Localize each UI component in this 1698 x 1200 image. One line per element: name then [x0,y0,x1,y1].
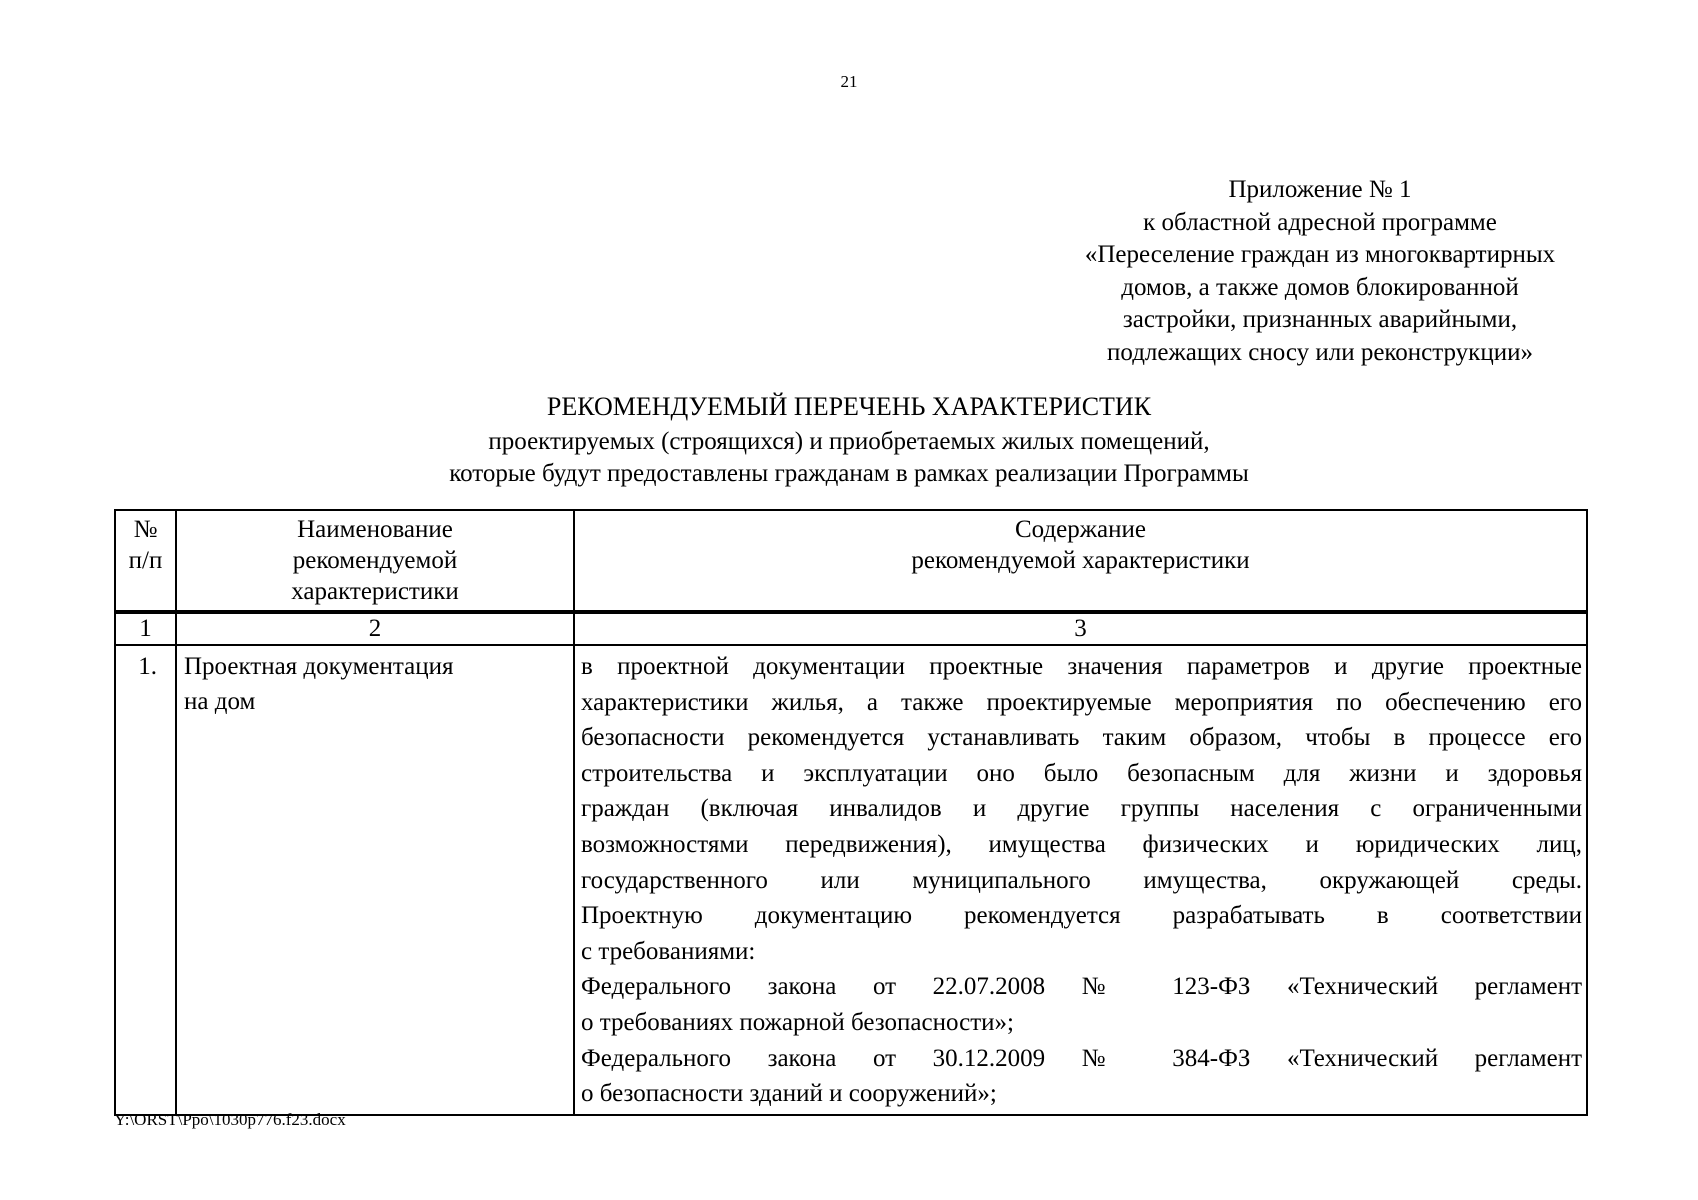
column-number: 1 [115,612,176,645]
row-name-line: Проектная документация [184,653,454,680]
appendix-heading [1020,174,1620,369]
characteristics-table [114,509,1588,1116]
header-name [176,510,574,612]
appendix-line: Приложение № 1 [1228,176,1412,203]
file-path-footer: Y:\ORST\Ppo\1030p776.f23.docx [114,1110,346,1129]
row-name-line: на дом [184,688,256,715]
row-content [574,645,1587,1115]
content-line: Федерального закона от 22.07.2008 № 123-ФЗ «Технический регламент [581,973,1582,1001]
header-line: рекомендуемой [292,547,458,574]
header-line: № [133,516,158,543]
appendix-line: застройки, признанных аварийными, [1122,306,1518,333]
content-line: государственного или муниципального имущества, окружающей среды. [581,866,1582,894]
header-line: рекомендуемой характеристики [911,547,1250,574]
page-number: 21 [840,72,858,91]
header-line: Содержание [1015,516,1146,543]
table-row [115,645,1587,1115]
column-number: 2 [176,612,574,645]
appendix-line: к областной адресной программе [1143,208,1497,236]
document-title: РЕКОМЕНДУЕМЫЙ ПЕРЕЧЕНЬ ХАРАКТЕРИСТИК [546,392,1152,421]
header-line: Наименование [297,516,453,543]
column-number: 3 [574,612,1587,645]
appendix-line: «Переселение граждан из многоквартирных [1084,241,1556,268]
content-line: граждан (включая инвалидов и другие группы населения с ограниченными [581,795,1582,823]
content-line: характеристики жилья, а также проектируемые мероприятия по обеспечению его [581,688,1582,716]
header-content [574,510,1587,612]
content-line: в проектной документации проектные значения параметров и другие проектные [581,653,1582,680]
document-subtitle [0,426,1698,490]
content-line: о требованиях пожарной безопасности»; [581,1008,1014,1036]
content-line: безопасности рекомендуется устанавливать таким образом, чтобы в процессе его [581,724,1582,752]
subtitle-line: которые будут предоставлены гражданам в рамках реализации Программы [449,460,1249,487]
content-line: возможностями передвижения), имущества физических и юридических лиц, [581,830,1582,858]
content-line: с требованиями: [581,937,756,965]
appendix-line: подлежащих сносу или реконструкции» [1107,338,1533,366]
content-line: Проектную документацию рекомендуется разрабатывать в соответствии [581,902,1582,930]
header-line: характеристики [291,578,459,605]
subtitle-line: проектируемых (строящихся) и приобретаемых жилых помещений, [488,428,1210,455]
row-name [176,645,574,1115]
content-line: Федерального закона от 30.12.2009 № 384-ФЗ «Технический регламент [581,1044,1582,1072]
content-line: о безопасности зданий и сооружений»; [581,1080,997,1108]
column-numbering-row [115,612,1587,645]
header-line: п/п [128,547,163,574]
appendix-line: домов, а также домов блокированной [1121,273,1519,301]
content-line: строительства и эксплуатации оно было безопасным для жизни и здоровья [581,759,1582,787]
table-header-row [115,510,1587,612]
header-number [115,510,176,612]
row-number: 1. [115,645,176,1115]
